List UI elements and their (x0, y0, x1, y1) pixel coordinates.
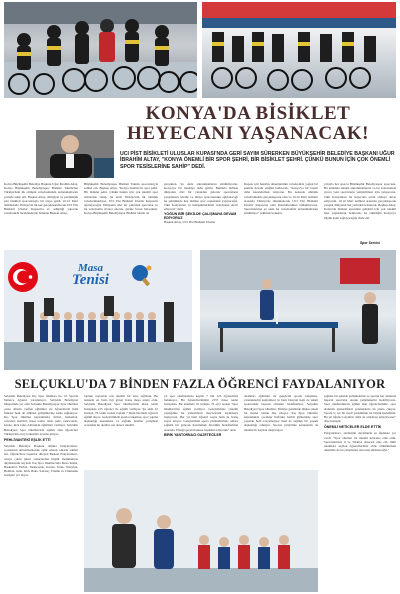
article2-headline: SELÇUKLU'DA 7 BİNDEN FAZLA ÖĞRENCİ FAYDALANIYOR (14, 377, 386, 391)
article2-col5a: sağlıklı bir şekilde gelişmelerini ve sporun her alanında başarılı sporcular olarak yetişmelerini hedefliyoruz. Spor okullarımızda eğitim alan öğrencilerimiz, spor alanında gösterdikleri yeteneklerle ön plana çıkıyor. Sporla iç içe bir nesil yetiştirmek en büyük hedefimiz. Bu yıl öğrenci sayımızı daha da artırmayı amaçlıyoruz" diye konuştu. (324, 394, 396, 424)
article1-headline-line1: KONYA'DA BİSİKLET (145, 103, 351, 124)
article2-col1-subheading: PEHLİVANTEKİ EŞLİK ETTİ (4, 438, 51, 443)
article2-col4: Aldıkları eğitimler ile gençlerin sporla tanışması, yeteneklerini keşfetmesi ve hem bireysel hem de takım sporlarında başarılı olmaları hedefleniyor. Selçuklu Belediyesi Spor Okulları, Türkiye genelinde dikkat çeken bir model olarak öne çıkıyor. Kış Spor Okulları kapsamında çocuklar haftanın belirli günlerinde spor yaparak hem sosyalleşiyor hem de sağlıklı bir yaşam alışkanlığı ediniyor. Sporcu yetiştirme konusunda da önemli bir kaynak oluşturuyor. (244, 394, 318, 432)
logo-line1: Masa (77, 262, 104, 274)
article1-byline: Spor Servisi (360, 241, 380, 245)
article2-col3-byline: BİRİK YANTORNACI GAZETECİLER (164, 432, 222, 437)
cyclists-illustration (4, 2, 197, 98)
article2-col1b: Selçuklu Belediye Başkanı Ahmet Pekyatırmacı, çocukların antrenmanlarına eşlik ederek onlarla sohbet etti. Öğrencilere başarılar dileyen Başkan Pekyatırmacı, ortaya çıkan güzel sonuçlardan büyük memnuniyet duyduklarını söyledi. Kış Spor Okulları'nda Masa Tenisi, Basketbol, Futbol, Taekwondo, Karate, Tenis, Voleybol, Hentbol, Judo, Kick Boks, Satranç, Yüzme ve Cimnastik branşları yer alıyor. (4, 444, 78, 478)
photo-velodrome-team (202, 2, 396, 98)
article1-col5: yoluyla her sporcu Büyükşehir Belediyespor sporcusu. Bu anlamda sürekli antrenmanlarına ve bu velodromda ayrıca yeni sporcuların yetiştirilmesi için çalışıyoruz. Tüm Konyalıları bu heyecana ortak olmaya davet ediyorum. 10-16 Mart tarihleri arasında gerçekleşecek yarışlar dünyanın her yerinden izlenecek. Başkan Altay, Konya'da bisiklet sporunun gelişimi için çok önemli işler yaptıklarını belirterek, bu etkinliğin Konya'ya büyük katkı sağlayacağını ifade etti. (324, 182, 396, 220)
logo-line2: Tenisi (72, 272, 109, 288)
flag-crescent-icon (8, 262, 38, 292)
masa-tenisi-logo (72, 262, 109, 286)
article2-col5-subheading: ÖNEMLİ NETİCELER ELDE ETTİK (324, 425, 382, 430)
team-illustration (202, 2, 396, 98)
photo-cyclists-group (4, 2, 197, 98)
paddle-shape (130, 264, 152, 286)
article1-col3-subheading: YOĞUN BİR ŞEKİLDE ÇALIŞMAYA DEVAM EDİYORUZ (164, 212, 237, 221)
article2-col1a: Selçuklu Belediyesi Kış Spor Okulları ile, 10 Sporda binlerce öğrenci yararlanıyor. Selçuklu Belediyesi bünyesinde yer alan Selçuklu Belediyespor Spor Okulları çatısı altında verilen eğitimler ile öğrencilerin hem fiziksel hem de zihinsel gelişimlerine katkı sağlanıyor. Kış Spor Okulları kapsamında; futbol, basketbol, voleybol, hentbol, masa tenisi, tenis, judo, taekwondo, karate, kick boks dallarında eğitimler veriliyor. Selçuklu Belediyesi Spor Okulları'nda eğitim alan öğrenciler Türkiye'nin en iyi takımları arasına giriyor. (4, 394, 78, 436)
photo-mayor-with-students (84, 470, 318, 592)
article2-col3: yıl spor okullarımıza kayıtlı 7 bin 123 öğrencimiz bulunuyor. Bu öğrencilerimizin 215'i masa tenisi branşında. Bu anlamda 10 branşta 76 ayrı tesiste 'Spor Okulları'nda eğitim veriliyor. Gençlerimize yönelik yaptığımız bu yatırımların meyvelerini toplamaya başlıyoruz. Her yıl hem öğrenci sayısı hem de branş sayısı artıyor. Gençlerimizi spora yönlendirmek, onlara sağlıklı bir gelecek hazırlamak öncelikli hedeflerimiz arasında. Emeği geçen herkese teşekkür ediyorum" dedi. (164, 394, 238, 432)
article2-col2: toplam sayısında çok önemli bir artış sağlandı. Bu noktada en fazla ilgi gören branş masa tenisi oldu. Selçuklu Belediyesi Spor Okulları'nda masa tenisi branşında 215 öğrenci ile eğitim veriliyor. Şu anda 10 branşta, 76 farklı tesiste toplam 7 binin üzerinde öğrenci eğitim alıyor. Gençlerimizin sporla tanışması, spor yapma alışkanlığı kazanması ve sağlıklı nesiller yetişmesi açısından bu okullar son derece önemli. (84, 394, 158, 428)
article1-headline-line2: HEYECANI YAŞANACAK! (127, 123, 369, 144)
article1-deck: UCI PİST BİSİKLETİ ULUSLAR KUPASI'NDA GERİ SAYIM SÜRERKEN BÜYÜKŞEHİR BELEDİYE BAŞKANI UĞUR İBRAHİM ALTAY, "KONYA ÖNEMLİ BİR SPOR ŞEHRİ, BİR BİSİKLET ŞEHRİ. ÇÜNKÜ BUNUN İÇİN ÇOK ÖNEMLİ SPOR TESİSLERİNE SAHİP" DEDİ. (120, 151, 395, 170)
article1-col2: Büyükşehir Belediyespor Bisiklet Takımı sporcularıyla sohbet etti. Başkan Altay, "Konya önemli bir spor şehri. Bir bisiklet şehri. Çünkü bunun için çok önemli spor tesislerine sahip. Şu anda Türkiye'nin ilk olimpik velodromundayız. UCI Pist Bisikleti Uluslar Kupası'nı ağırlayacağız. Dünyanın dört bir yanından sporcular ve bu velodromu ziyaret edecek, görme fırsatı bulacaklar. Konya Büyükşehir Belediyespor Bisiklet takımı da (84, 182, 158, 216)
article1-headline (100, 104, 396, 144)
turkish-flag-icon (8, 262, 38, 292)
player-illustration (200, 250, 396, 370)
article1-col3: gerçekten. Şu anda antrenmanlarını sürdürüyorlar. Konya'ya bir madalya daha gelsin. Bunlarla birlikte dünyanın dört bir yanından gelecek sporcuların yarışmasını izleme ve dünya sporcularının ağırlanacağı bu şehrimizde hep birlikte spor coşkusunu yaşayacağız. Tüm Konyalıları ve hemşehrilerimizi velodroma davet ediyoruz" dedi. (164, 182, 238, 212)
article1-col4: Kupası için hazırlık dönemlerinin velodromda yoğun bir şekilde devam ettiğini belirterek, "Konya'ya bir başarı daha kazandırmak istiyoruz. Bu noktada olimpik velodromunda gerçekleşecek olan ve 10-16 Mart tarihleri arasında Türkiye'de düzenlenecek UCI Pist Bisikleti Uluslar Kupası'na olan hazırlıklarımızı tamamlıyoruz. Sporcularımız şu anda bu velodromda antrenmanlarını sürdürüyor" şeklinde konuştu. (244, 182, 318, 216)
article2-col5-wrap (324, 394, 396, 592)
article2-col3-wrap (164, 394, 238, 466)
article1-col3-after: Başkan Altay, UCI Pist Bisikleti Uluslar (164, 220, 216, 225)
article2-col1-wrap (4, 394, 78, 592)
photo-table-tennis-player (200, 250, 396, 370)
ping-pong-paddle-icon (130, 264, 152, 291)
article2-col5b: Pekyatırmacı, sözlerinin devamında şu ifadelere yer verdi: "Spor okulları ile önemli neticeler elde ettik. Sporcularımız il ve Türkiye derecesi elde etti, milli takımlara seçilen öğrencilerimiz oldu. Önümüzdeki dönemde de bu çalışmaları artırarak sürdüreceğiz." (324, 431, 396, 453)
article1-col1: Konya Büyükşehir Belediye Başkanı Uğur İbrahim Altay, Konya Büyükşehir Belediyespor Bisiklet Takımı'nın Türkiye'deki ilk olimpik velodromunda antrenmanlarını yerinde takip etti. Başkan Altay, olimpiyat ve paralimpik pist bisikleti sporcularıyla bir araya geldi. 10-16 Mart tarihlerinde Türkiye'de ilk kez gerçekleştirilecek UCI Pist Bisikleti Uluslar Kupası'na ev sahipliği yapacak velodromda incelemelerde bulunan Başkan Altay, (4, 182, 78, 216)
article1-col3-wrap (164, 182, 238, 246)
mayor-students-illustration (84, 470, 318, 592)
